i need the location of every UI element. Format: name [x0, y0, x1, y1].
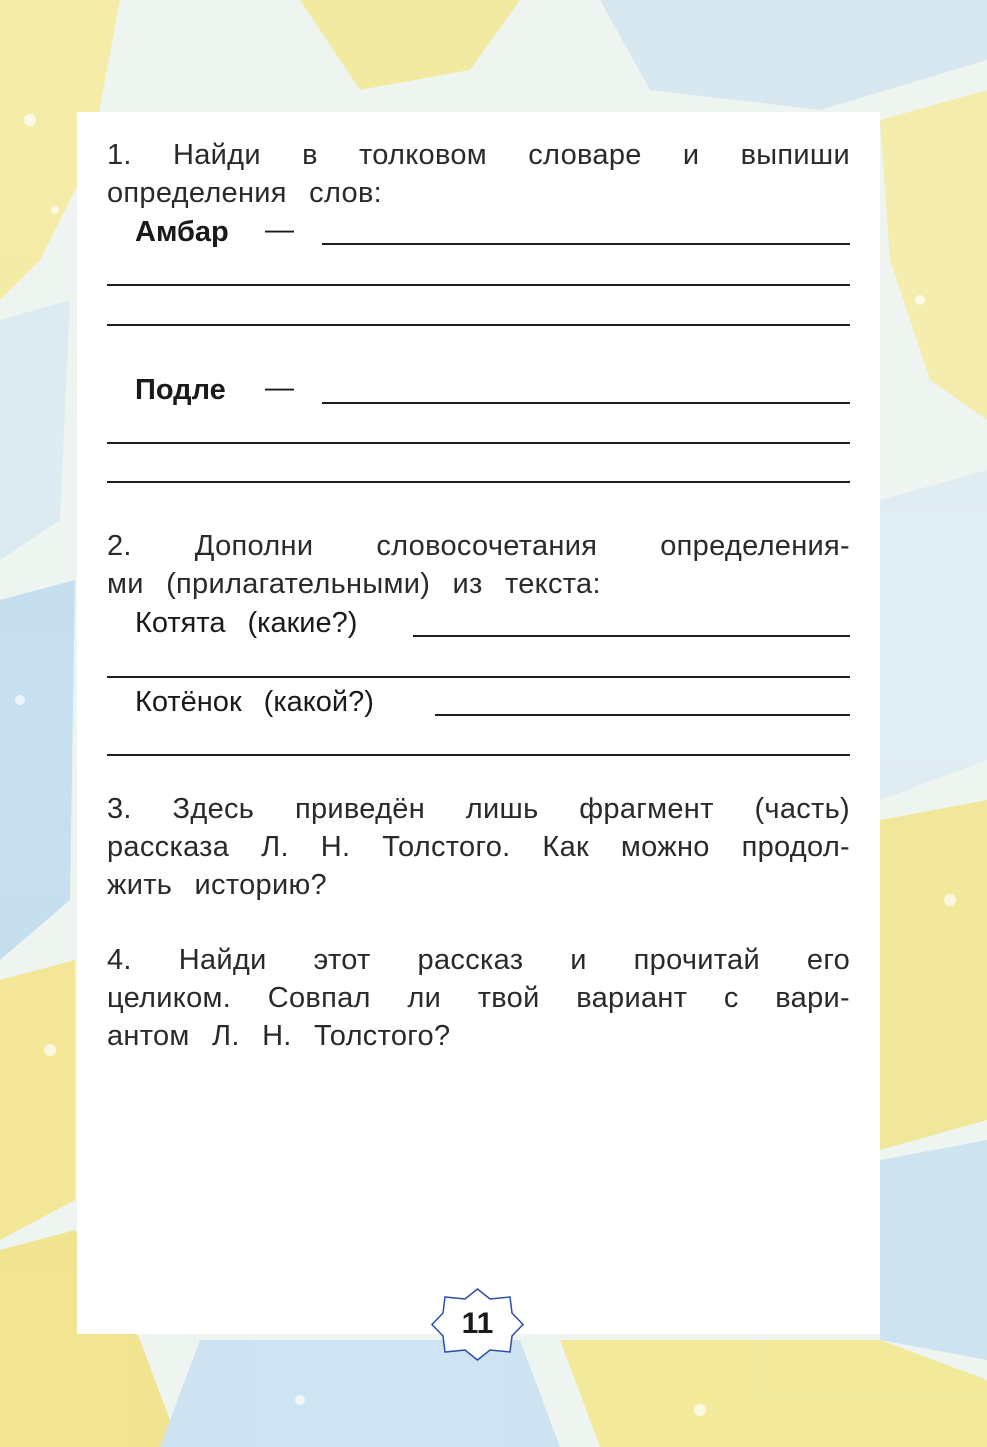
- task3-line2: рассказа Л. Н. Толстого. Как можно продол-: [107, 831, 850, 863]
- task2-intro-line1: 2. Дополни словосочетания определения-: [107, 530, 850, 562]
- phrase-kotenok: Котёнок (какой?): [135, 686, 374, 718]
- answer-line[interactable]: [107, 442, 850, 444]
- dash-2: —: [265, 372, 294, 404]
- dash-1: —: [265, 214, 294, 246]
- answer-line[interactable]: [107, 481, 850, 483]
- word-podle: Подле: [135, 374, 226, 406]
- task4-line1: 4. Найди этот рассказ и прочитай его: [107, 944, 850, 976]
- answer-line[interactable]: [107, 676, 850, 678]
- answer-line[interactable]: [435, 714, 850, 716]
- task1-intro-line2: определения слов:: [107, 177, 383, 209]
- answer-line[interactable]: [107, 324, 850, 326]
- task2-intro-line2: ми (прилагательными) из текста:: [107, 568, 601, 600]
- task4-line3: антом Л. Н. Толстого?: [107, 1020, 451, 1052]
- task1-intro-line1: 1. Найди в толковом словаре и выпиши: [107, 139, 850, 171]
- answer-line[interactable]: [413, 635, 850, 637]
- page-number: 11: [461, 1307, 494, 1340]
- task3-line3: жить историю?: [107, 869, 327, 901]
- word-ambar: Амбар: [135, 216, 229, 248]
- answer-line[interactable]: [322, 243, 850, 245]
- answer-line[interactable]: [107, 284, 850, 286]
- page-sheet: [77, 112, 880, 1334]
- task3-line1: 3. Здесь приведён лишь фрагмент (часть): [107, 793, 850, 825]
- answer-line[interactable]: [107, 754, 850, 756]
- answer-line[interactable]: [322, 402, 850, 404]
- phrase-kotyata: Котята (какие?): [135, 607, 358, 639]
- task4-line2: целиком. Совпал ли твой вариант с вари-: [107, 982, 850, 1014]
